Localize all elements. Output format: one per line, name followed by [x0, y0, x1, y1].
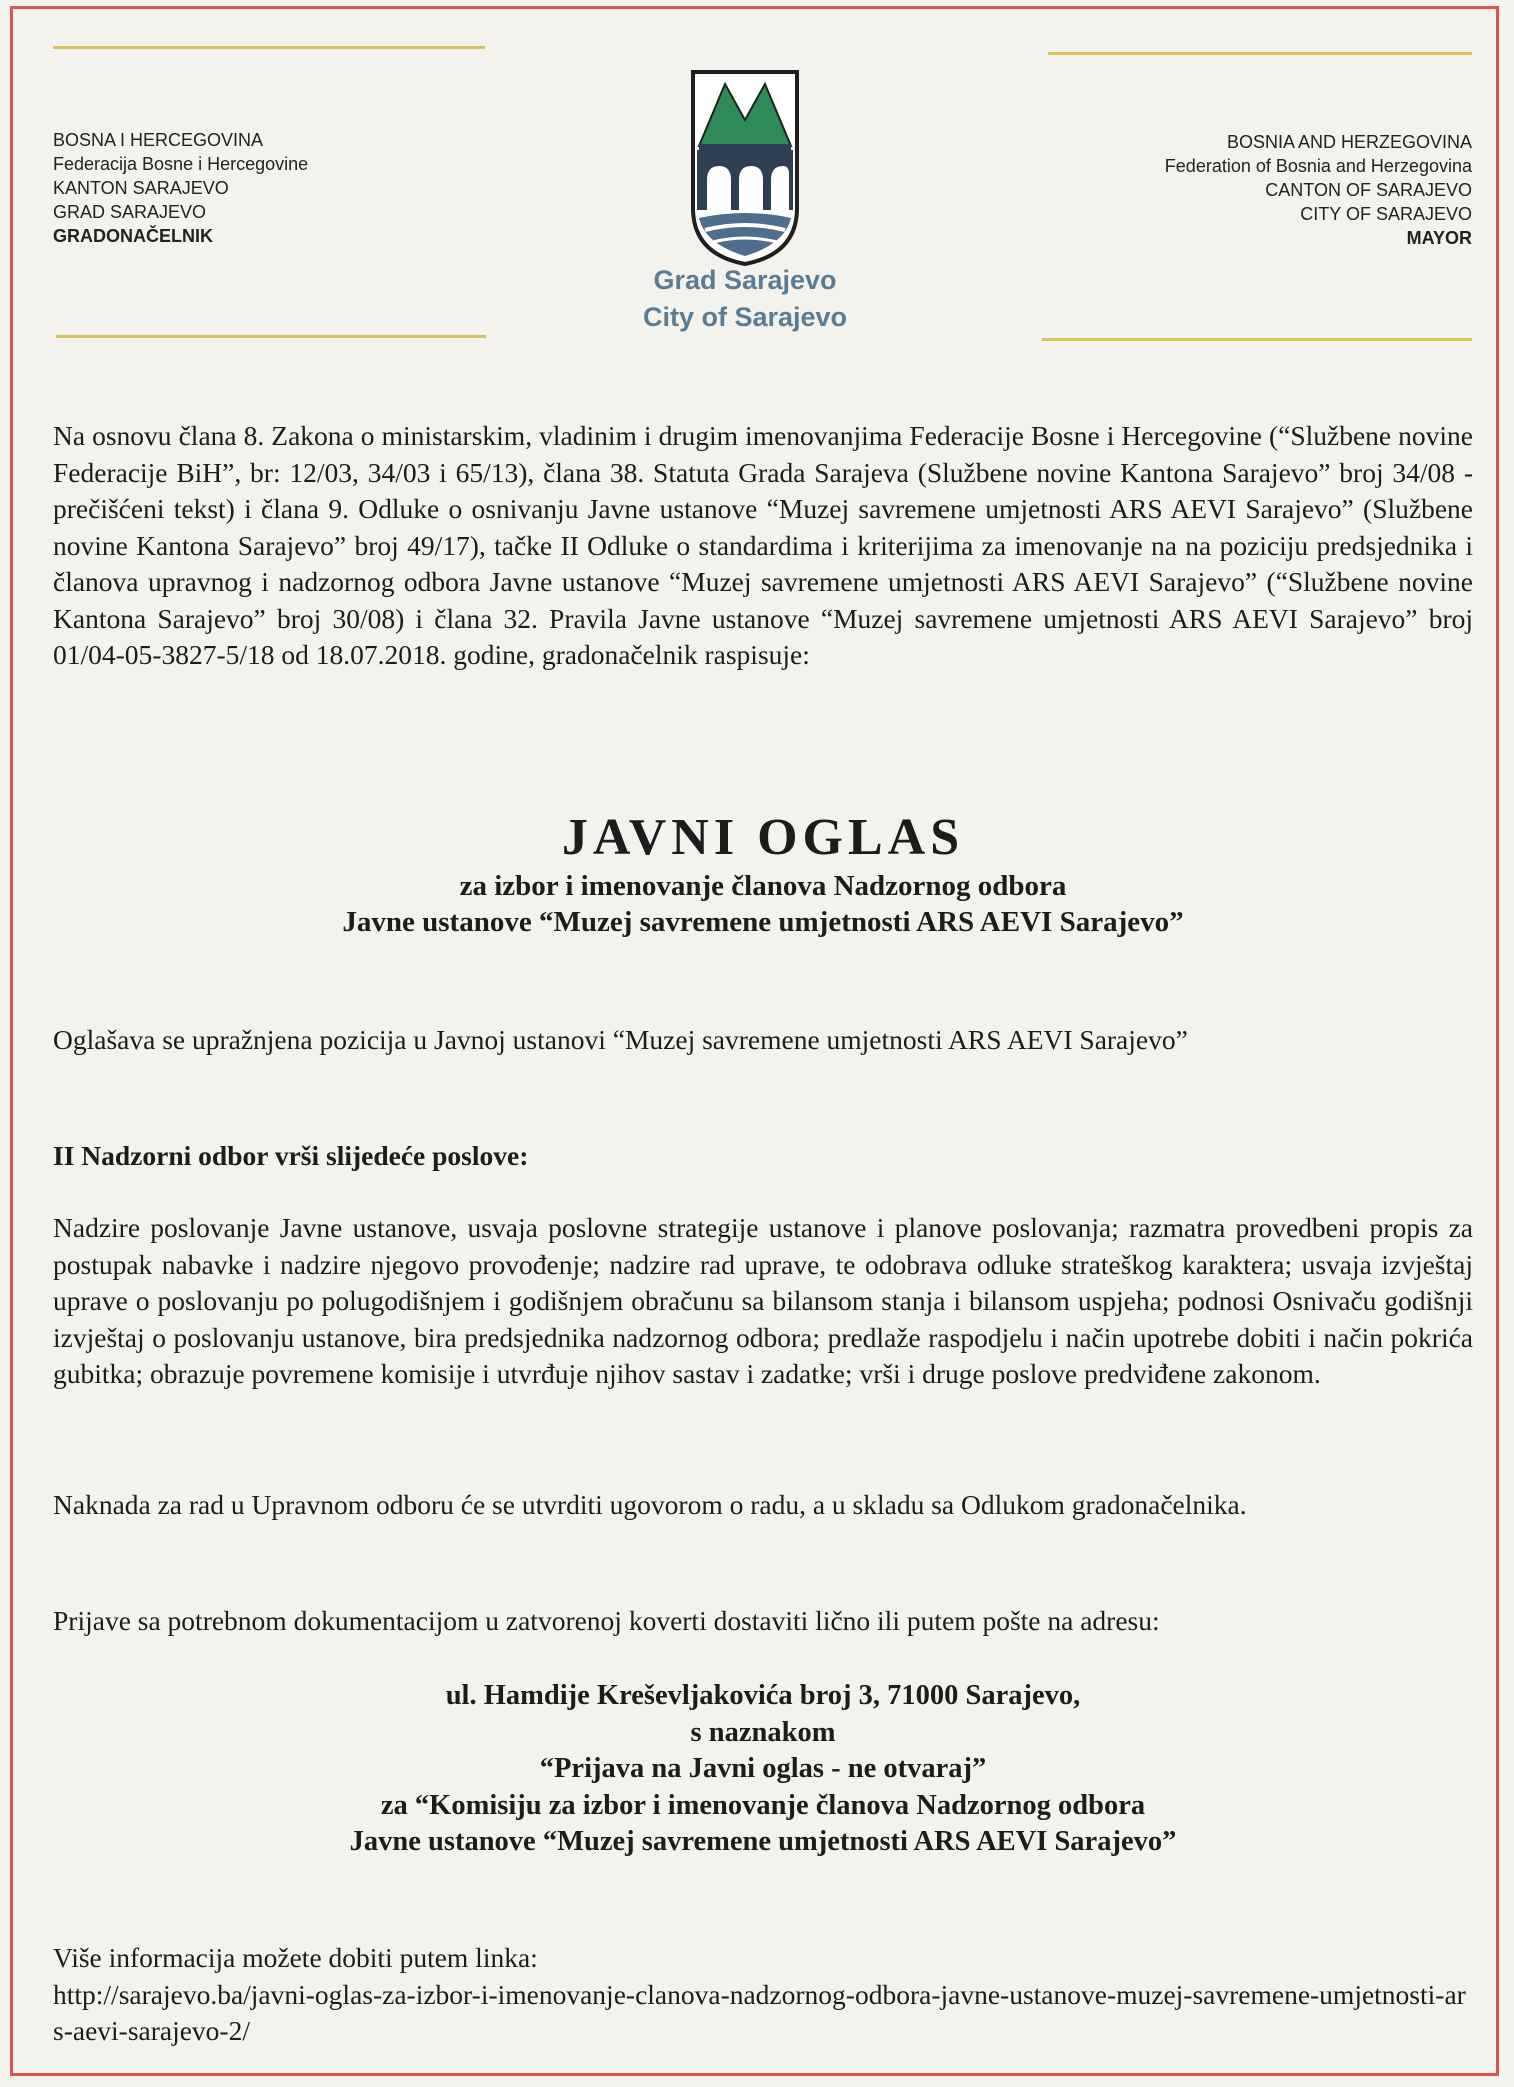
address-line: za “Komisiju za izbor i imenovanje članova Nadzornog odbora	[380, 1789, 1146, 1821]
duties-paragraph: Nadzire poslovanje Javne ustanove, usvaja poslovne strategije ustanove i planove poslovanja; razmatra provedbeni propis za postupak nabavke i nadzire njegovo provođenje; nadzire rad uprave, te odobrava odluke strateškog karaktera; usvaja izvještaj uprave o poslovanju po polugodišnjem i godišnjem obračunu sa bilansom stanja i bilansom uspjeha; podnosi Osnivaču godišnji izvještaj o poslovanju ustanove, bira predsjednika nadzornog odbora; predlaže raspodjelu i način upotrebe dobiti i način pokrića gubitka; obrazuje povremene komisije i utvrđuje njihov sastav i zadatke; vrši i druge poslove predviđene zakonom.	[53, 1212, 1473, 1389]
header-left	[53, 128, 308, 248]
more-info-link[interactable]: http://sarajevo.ba/javni-oglas-za-izbor-i-imenovanje-clanova-nadzornog-odbora-javne-ustanove-muzej-savremene-umjetnosti-ars-aevi-sarajevo-2/	[53, 1978, 1466, 2046]
duties-heading: II Nadzorni odbor vrši slijedeće poslove:	[53, 1140, 529, 1171]
submission-instructions: Prijave sa potrebnom dokumentacijom u zatvorenoj koverti dostaviti lično ili putem pošte na adresu:	[53, 1605, 1160, 1636]
address-line: Javne ustanove “Muzej savremene umjetnosti ARS AEVI Sarajevo”	[349, 1826, 1177, 1857]
more-info-label: Više informacija možete dobiti putem linka:	[53, 1942, 538, 1973]
submission-address	[53, 1678, 1473, 1861]
more-info	[53, 1940, 1473, 2050]
address-line: s naznakom	[690, 1716, 836, 1748]
subtitle-line-1: za izbor i imenovanje članova Nadzornog odbora	[459, 870, 1067, 902]
address-line: “Prijava na Javni oglas - ne otvaraj”	[539, 1753, 987, 1784]
header-left-line: BOSNA I HERCEGOVINA	[53, 130, 264, 150]
city-coat-of-arms-icon	[655, 58, 835, 268]
header-right-line: Federation of Bosnia and Herzegovina	[1164, 156, 1472, 176]
rule-bottom-right	[1042, 338, 1472, 341]
rule-top-left	[53, 46, 485, 49]
header-left-title: GRADONAČELNIK	[53, 226, 213, 246]
header-left-line: GRAD SARAJEVO	[53, 202, 207, 222]
legal-basis-paragraph: Na osnovu člana 8. Zakona o ministarskim, vladinim i drugim imenovanjima Federacije Bosne i Hercegovine (“Službene novine Federacije BiH”, br: 12/03, 34/03 i 65/13), člana 38. Statuta Grada Sarajeva (Službene novine Kantona Sarajevo” broj 34/08 - prečišćeni tekst) i člana 9. Odluke o osnivanju Javne ustanove “Muzej savremene umjetnosti ARS AEVI Sarajevo” (Službene novine Kantona Sarajevo” broj 49/17), tačke II Odluke o standardima i kriterijima za imenovanje na na poziciju predsjednika i članova upravnog i nadzornog odbora Javne ustanove “Muzej savremene umjetnosti ARS AEVI Sarajevo” (“Službene novine Kantona Sarajevo” broj 30/08) i člana 32. Pravila Javne ustanove “Muzej savremene umjetnosti ARS AEVI Sarajevo” broj 01/04-05-3827-5/18 od 18.07.2018. godine, gradonačelnik raspisuje:	[53, 420, 1473, 670]
fee-statement: Naknada za rad u Upravnom odboru će se utvrditi ugovorom o radu, a u skladu sa Odlukom gradonačelnika.	[53, 1489, 1247, 1520]
header-right-line: BOSNIA AND HERZEGOVINA	[1226, 132, 1472, 152]
header-right-title: MAYOR	[1406, 228, 1472, 248]
city-name-en: City of Sarajevo	[642, 302, 848, 332]
header-right-line: CITY OF SARAJEVO	[1300, 204, 1472, 224]
header-right	[1165, 130, 1472, 250]
announcement-title: JAVNI OGLAS	[561, 809, 965, 866]
vacancy-statement: Oglašava se upražnjena pozicija u Javnoj ustanovi “Muzej savremene umjetnosti ARS AEVI Sarajevo”	[53, 1024, 1188, 1055]
header-right-line: CANTON OF SARAJEVO	[1265, 180, 1472, 200]
rule-bottom-left	[56, 335, 486, 338]
rule-top-right	[1048, 52, 1472, 55]
city-name-bs: Grad Sarajevo	[653, 265, 837, 295]
header-left-line: Federacija Bosne i Hercegovine	[53, 154, 309, 174]
header-left-line: KANTON SARAJEVO	[53, 178, 229, 198]
subtitle-line-2: Javne ustanove “Muzej savremene umjetnosti ARS AEVI Sarajevo”	[342, 906, 1184, 938]
announcement-subtitle	[53, 868, 1473, 940]
address-line: ul. Hamdije Kreševljakovića broj 3, 71000 Sarajevo,	[445, 1680, 1081, 1711]
